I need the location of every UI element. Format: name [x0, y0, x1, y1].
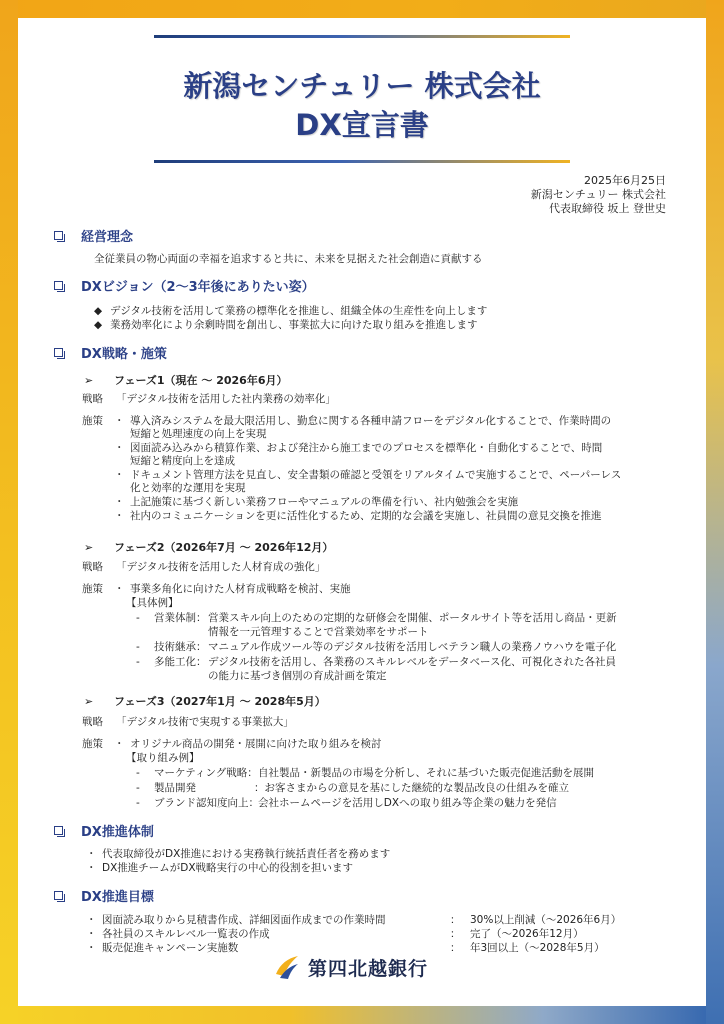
phase2-example-key: 技術継承：	[154, 641, 207, 653]
phase2-title: ➢ フェーズ2（2026年7月 ～ 2026年12月）	[84, 541, 334, 554]
checkbox-square-icon	[54, 281, 63, 290]
dash-bullet-icon: -	[136, 797, 140, 809]
checkbox-square-icon	[54, 231, 63, 240]
phase1-strategy: 「デジタル技術を活用した社内業務の効率化」	[116, 393, 336, 405]
phase2-example-key: 営業体制：	[154, 612, 207, 624]
title-rule-top	[154, 35, 570, 38]
bullet-dot-icon: ・	[114, 510, 125, 522]
dash-bullet-icon: -	[136, 612, 140, 624]
phase3-example-key: 製品開発	[154, 782, 196, 794]
section-vision-heading	[54, 276, 315, 295]
bullet-dot-icon: ・	[114, 442, 125, 454]
bullet-dot-icon: ・	[86, 848, 97, 860]
bullet-dot-icon: ・	[86, 928, 97, 940]
phase2-example-text: デジタル技術を活用し、各業務のスキルレベルをデータベース化、可視化された各社員	[208, 656, 616, 668]
phase1-measure-line: ドキュメント管理方法を見直し、安全書類の確認と受領をリアルタイムで実施することで、ペーパーレス	[130, 469, 622, 481]
phase3-measure-label: 施策	[82, 738, 103, 750]
section-title: DX推進目標	[81, 890, 154, 905]
phase3-measure: オリジナル商品の開発・展開に向けた取り組みを検討	[130, 738, 382, 750]
phase1-measure-line: 導入済みシステムを最大限活用し、勤怠に関する各種申請フローをデジタル化することで、作業時間の	[130, 415, 612, 427]
phase3-strategy-label: 戦略	[82, 716, 103, 728]
issuer-company: 新潟センチュリー 株式会社	[530, 188, 666, 201]
bank-logo	[272, 952, 428, 982]
issue-date: 2025年6月25日	[584, 174, 666, 187]
arrow-bullet-icon: ➢	[84, 374, 94, 387]
phase1-measure-line: 図面読み込みから積算作業、および発注から施工までのプロセスを標準化・自動化することで、時間	[130, 442, 603, 454]
dash-bullet-icon: -	[136, 641, 140, 653]
bullet-dot-icon: ・	[86, 942, 97, 954]
bullet-dot-icon: ・	[114, 583, 125, 595]
checkbox-square-icon	[54, 826, 63, 835]
phase3-example-key: マーケティング戦略：	[154, 767, 258, 779]
phase2-strategy-label: 戦略	[82, 561, 103, 573]
phase3-title: ➢ フェーズ3（2027年1月 ～ 2028年5月）	[84, 695, 326, 708]
bullet-dot-icon: ・	[114, 415, 125, 427]
vision-item: ◆ デジタル技術を活用して業務の標準化を推進し、組織全体の生産性を向上します	[94, 305, 488, 317]
section-title: DX推進体制	[81, 825, 154, 840]
bullet-dot-icon: ・	[86, 914, 97, 926]
dash-bullet-icon: -	[136, 782, 140, 794]
phase2-example-key: 多能工化：	[154, 656, 207, 668]
document-page	[18, 18, 706, 1006]
phase2-measure: 事業多角化に向けた人材育成戦略を検討、実施	[130, 583, 351, 595]
phase1-measure-line: 短縮と処理速度の向上を実現	[130, 428, 267, 440]
phase1-measure-line: 化と効率的な運用を実現	[130, 482, 246, 494]
diamond-bullet-icon: ◆	[94, 319, 103, 331]
bullet-dot-icon: ・	[114, 738, 125, 750]
phase1-measure-line: 上記施策に基づく新しい業務フローやマニュアルの準備を行い、社内勉強会を実施	[130, 496, 519, 508]
section-title: DX戦略・施策	[81, 347, 167, 362]
phase3-examples-label: 【取り組み例】	[126, 752, 200, 764]
target-value: 30%以上削減（～2026年6月）	[470, 914, 622, 926]
phase1-strategy-label: 戦略	[82, 393, 103, 405]
issuer-representative: 代表取締役 坂上 登世史	[549, 202, 666, 215]
phase2-example-text: 情報を一元管理することで営業効率をサポート	[208, 626, 429, 638]
section-strategy-heading	[54, 343, 167, 362]
bullet-dot-icon: ・	[86, 862, 97, 874]
philosophy-text: 全従業員の物心両面の幸福を追求すると共に、未来を見据えた社会創造に貢献する	[94, 253, 483, 265]
phase2-example-text: の能力に基づき個別の育成計画を策定	[208, 670, 387, 682]
phase1-measure-line: 社内のコミュニケーションを更に活性化するため、定期的な会議を実施し、社員間の意見交換を推進	[130, 510, 602, 522]
frame-left	[0, 0, 18, 1024]
phase2-example-text: マニュアル作成ツール等のデジタル技術を活用しベテラン職人の業務ノウハウを電子化	[208, 641, 617, 653]
bank-name: 第四北越銀行	[308, 957, 429, 980]
section-targets-heading	[54, 886, 154, 905]
vision-item: ◆ 業務効率化により余剰時間を創出し、事業拡大に向けた取り組みを推進します	[94, 319, 478, 331]
target-colon: ：	[450, 928, 461, 940]
section-title: 経営理念	[81, 230, 134, 245]
phase2-strategy: 「デジタル技術を活用した人材育成の強化」	[116, 561, 326, 573]
target-label: 各社員のスキルレベル一覧表の作成	[102, 928, 270, 940]
phase3-strategy: 「デジタル技術で実現する事業拡大」	[116, 716, 294, 728]
target-value: 完了（～2026年12月）	[470, 928, 584, 940]
target-value: 年3回以上（～2028年5月）	[470, 942, 605, 954]
frame-right	[706, 0, 724, 1024]
structure-item: 代表取締役がDX推進における実務執行統括責任者を務めます	[102, 848, 391, 860]
document-title-main: DX宣言書	[295, 108, 429, 142]
daishi-hokuetsu-logo-icon	[272, 952, 302, 982]
bullet-dot-icon: ・	[114, 469, 125, 481]
dash-bullet-icon: -	[136, 767, 140, 779]
diamond-bullet-icon: ◆	[94, 305, 103, 317]
section-title: DXビジョン（2～3年後にありたい姿）	[81, 280, 315, 295]
target-colon: ：	[450, 914, 461, 926]
phase3-example-text: 会社ホームページを活用しDXへの取り組み等企業の魅力を発信	[258, 797, 557, 809]
arrow-bullet-icon: ➢	[84, 695, 94, 708]
phase1-measure-label: 施策	[82, 415, 103, 427]
arrow-bullet-icon: ➢	[84, 541, 94, 554]
title-rule-bottom	[154, 160, 570, 163]
phase2-example-text: 営業スキル向上のための定期的な研修会を開催、ポータルサイト等を活用し商品・更新	[208, 612, 617, 624]
phase2-measure-label: 施策	[82, 583, 103, 595]
frame-bottom	[0, 1006, 724, 1024]
phase2-examples-label: 【具体例】	[126, 597, 179, 609]
dash-bullet-icon: -	[136, 656, 140, 668]
phase1-measure-line: 短縮と精度向上を達成	[130, 455, 235, 467]
section-structure-heading	[54, 821, 154, 840]
issuer-block	[531, 174, 666, 216]
phase3-example-key: ブランド認知度向上：	[154, 797, 259, 809]
phase1-title: ➢ フェーズ1（現在 ～ 2026年6月）	[84, 374, 288, 387]
structure-item: DX推進チームがDX戦略実行の中心的役割を担います	[102, 862, 354, 874]
checkbox-square-icon	[54, 348, 63, 357]
target-colon: ：	[450, 942, 461, 954]
target-label: 図面読み取りから見積書作成、詳細図面作成までの作業時間	[102, 914, 386, 926]
bullet-dot-icon: ・	[114, 496, 125, 508]
target-label: 販売促進キャンペーン実施数	[102, 942, 239, 954]
section-philosophy-heading	[54, 226, 133, 245]
phase3-example-text: 自社製品・新製品の市場を分析し、それに基づいた販売促進活動を展開	[258, 767, 594, 779]
phase3-example-text: ：お客さまからの意見を基にした継続的な製品改良の仕組みを確立	[254, 782, 569, 794]
document-title-company: 新潟センチュリー 株式会社	[183, 69, 541, 103]
frame-top	[0, 0, 724, 18]
checkbox-square-icon	[54, 891, 63, 900]
